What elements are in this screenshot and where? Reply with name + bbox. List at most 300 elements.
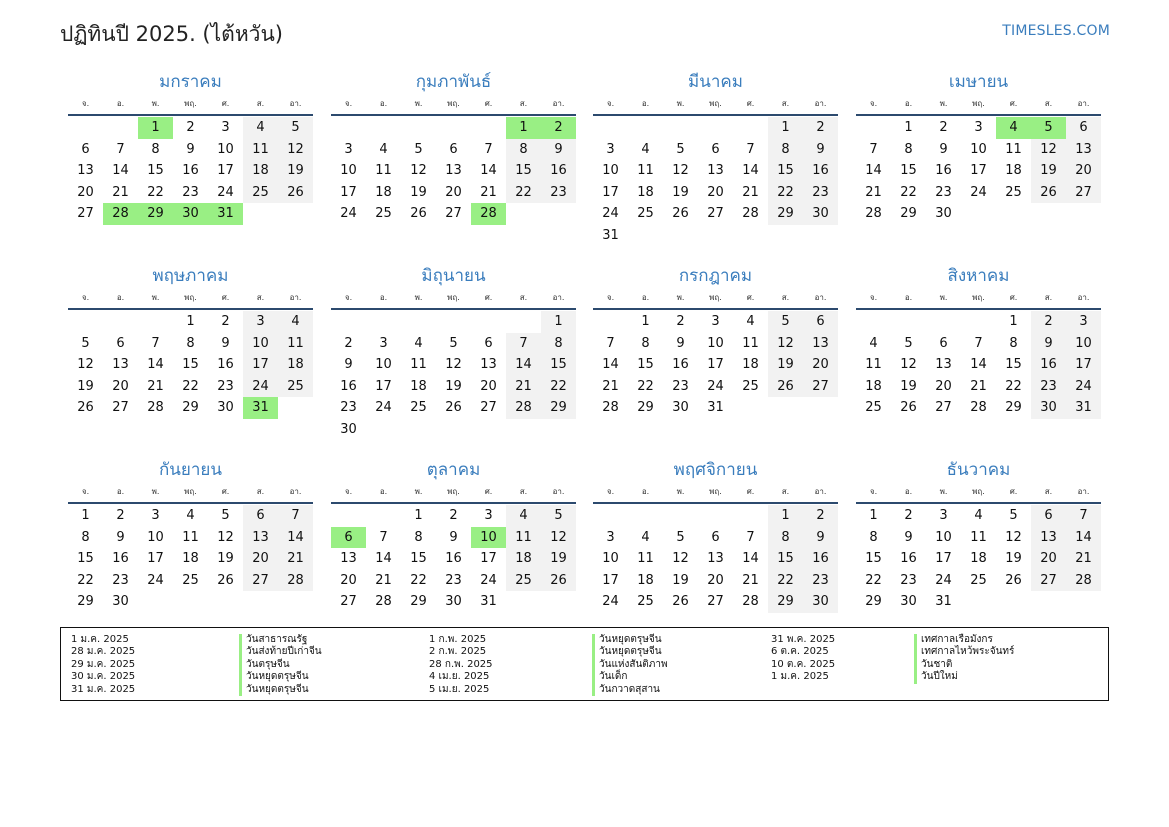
day-cell: 23 <box>541 182 576 204</box>
day-cell: 10 <box>375 357 392 373</box>
day-cell: 18 <box>506 548 541 570</box>
day-cell: 24 <box>707 378 724 394</box>
day-cell: 1 <box>869 508 878 523</box>
day-cell: 19 <box>1005 551 1022 567</box>
day-cell: 27 <box>445 206 462 222</box>
day-cell: 20 <box>445 184 462 200</box>
legend-holiday-name: วันหยุดตรุษจีน <box>239 684 322 696</box>
legend-holiday-name: วันสาธารณรัฐ <box>239 634 322 646</box>
month-title: พฤษภาคม <box>152 266 229 286</box>
day-cell: 29 <box>900 206 917 222</box>
weekday-label: ศ. <box>221 99 230 108</box>
legend-date: 28 ม.ค. 2025 <box>71 646 136 658</box>
day-cell: 28 <box>1066 570 1101 592</box>
legend-date: 1 ก.พ. 2025 <box>429 634 487 645</box>
day-cell: 21 <box>480 184 497 200</box>
day-cell: 20 <box>243 548 278 570</box>
weekday-label: อ. <box>116 99 125 108</box>
weekday-label: ศ. <box>484 99 493 108</box>
weekday-label: จ. <box>869 293 878 302</box>
weekday-label: ศ. <box>746 293 755 302</box>
day-cell: 23 <box>900 572 917 588</box>
day-cell: 14 <box>742 551 759 567</box>
day-cell: 7 <box>116 141 125 157</box>
day-cell: 17 <box>970 163 987 179</box>
day-cell: 2 <box>186 120 195 135</box>
day-cell: 3 <box>974 120 983 135</box>
month-title: สิงหาคม <box>947 266 1010 286</box>
month-calendar <box>68 458 313 634</box>
day-cell: 1 <box>768 505 803 527</box>
day-cell: 13 <box>1066 139 1101 161</box>
day-cell: 12 <box>77 357 94 373</box>
day-cell: 4 <box>278 311 313 333</box>
weekday-header <box>593 94 838 114</box>
day-cell: 6 <box>484 335 493 351</box>
day-cell: 5 <box>904 335 913 351</box>
day-cell: 21 <box>742 572 759 588</box>
legend-date: 10 ต.ค. 2025 <box>771 658 836 670</box>
weekday-label: ศ. <box>221 487 230 496</box>
weekday-label: จ. <box>81 293 90 302</box>
day-cell: 14 <box>742 163 759 179</box>
day-cell: 18 <box>182 551 199 567</box>
day-cell: 5 <box>449 335 458 351</box>
month-title: ตุลาคม <box>426 460 481 480</box>
day-cell: 10 <box>935 529 952 545</box>
weekday-label: ศ. <box>746 487 755 496</box>
day-cell: 4 <box>641 141 650 157</box>
day-cell: 25 <box>506 570 541 592</box>
day-cell: 17 <box>480 551 497 567</box>
day-grid <box>856 310 1101 440</box>
day-cell: 22 <box>182 378 199 394</box>
day-cell: 3 <box>939 508 948 523</box>
day-cell: 6 <box>116 335 125 351</box>
weekday-label: ส. <box>1044 487 1053 496</box>
weekday-label: ศ. <box>221 293 230 302</box>
day-cell: 8 <box>541 333 576 355</box>
day-cell: 24 <box>602 594 619 610</box>
weekday-label: ศ. <box>746 99 755 108</box>
day-cell: 18 <box>865 378 882 394</box>
day-cell: 7 <box>484 141 493 157</box>
day-cell: 28 <box>506 397 541 419</box>
day-cell: 10 <box>970 141 987 157</box>
day-cell: 11 <box>278 333 313 355</box>
legend-date: 31 พ.ค. 2025 <box>771 634 836 645</box>
day-cell: 13 <box>112 357 129 373</box>
day-cell: 29 <box>865 594 882 610</box>
day-cell: 2 <box>344 335 353 351</box>
day-cell: 22 <box>768 570 803 592</box>
day-grid <box>593 504 838 634</box>
day-cell: 6 <box>711 141 720 157</box>
weekday-label: พฤ. <box>184 99 197 108</box>
day-cell: 16 <box>541 160 576 182</box>
day-cell: 9 <box>803 527 838 549</box>
day-cell: 27 <box>480 400 497 416</box>
day-cell: 3 <box>484 508 493 523</box>
day-cell: 30 <box>112 594 129 610</box>
day-cell: 25 <box>970 572 987 588</box>
day-grid <box>68 310 313 440</box>
day-cell: 28 <box>278 570 313 592</box>
day-cell: 12 <box>278 139 313 161</box>
day-cell: 8 <box>869 529 878 545</box>
day-cell: 12 <box>541 527 576 549</box>
day-cell: 26 <box>541 570 576 592</box>
day-cell: 27 <box>707 206 724 222</box>
weekday-label: ส. <box>781 487 790 496</box>
weekday-label: พ. <box>676 293 685 302</box>
weekday-label: จ. <box>81 99 90 108</box>
day-cell: 15 <box>637 357 654 373</box>
weekday-label: พ. <box>939 293 948 302</box>
legend-date: 30 ม.ค. 2025 <box>71 671 136 683</box>
site-brand-link[interactable]: TIMESLES.COM <box>1002 23 1110 39</box>
day-cell: 6 <box>449 141 458 157</box>
day-cell: 13 <box>243 527 278 549</box>
month-calendar <box>331 264 576 440</box>
day-cell: 14 <box>602 357 619 373</box>
day-grid <box>331 116 576 246</box>
legend-name-column <box>239 634 322 696</box>
day-cell: 19 <box>768 354 803 376</box>
day-cell: 18 <box>375 184 392 200</box>
weekday-label: อา. <box>552 487 565 496</box>
day-cell: 19 <box>672 572 689 588</box>
month-calendar <box>593 458 838 634</box>
day-cell: 13 <box>1031 527 1066 549</box>
day-cell: 12 <box>672 163 689 179</box>
day-cell: 9 <box>116 529 125 545</box>
weekday-label: จ. <box>869 99 878 108</box>
weekday-label: อา. <box>814 487 827 496</box>
day-cell: 3 <box>243 311 278 333</box>
day-cell: 31 <box>935 594 952 610</box>
day-cell: 9 <box>939 141 948 157</box>
day-cell: 3 <box>1066 311 1101 333</box>
day-cell: 23 <box>803 570 838 592</box>
day-cell: 4 <box>869 335 878 351</box>
weekday-label: ศ. <box>1009 293 1018 302</box>
weekday-label: พ. <box>414 99 423 108</box>
day-cell: 9 <box>449 529 458 545</box>
day-cell: 22 <box>147 184 164 200</box>
weekday-label: ส. <box>519 487 528 496</box>
day-cell: 29 <box>1005 400 1022 416</box>
day-cell: 22 <box>865 572 882 588</box>
day-cell: 22 <box>637 378 654 394</box>
day-cell: 26 <box>410 206 427 222</box>
day-cell: 6 <box>81 141 90 157</box>
day-cell: 17 <box>147 551 164 567</box>
day-cell: 20 <box>77 184 94 200</box>
day-cell: 12 <box>1031 139 1066 161</box>
day-cell: 7 <box>974 335 983 351</box>
day-cell: 20 <box>340 572 357 588</box>
legend-date: 1 ม.ค. 2025 <box>771 671 829 683</box>
weekday-label: ส. <box>781 293 790 302</box>
weekday-label: ส. <box>1044 99 1053 108</box>
weekday-label: อา. <box>814 99 827 108</box>
legend-date: 31 ม.ค. 2025 <box>71 683 136 695</box>
holiday-day-cell: 28 <box>471 203 506 225</box>
day-cell: 28 <box>602 400 619 416</box>
month-calendar <box>856 458 1101 634</box>
day-cell: 3 <box>606 529 615 545</box>
weekday-label: อา. <box>1077 487 1090 496</box>
weekday-label: จ. <box>606 99 615 108</box>
day-cell: 26 <box>77 400 94 416</box>
day-cell: 24 <box>970 184 987 200</box>
weekday-label: จ. <box>606 293 615 302</box>
day-cell: 15 <box>77 551 94 567</box>
legend-name-column <box>914 634 1014 684</box>
day-cell: 22 <box>541 376 576 398</box>
weekday-label: พ. <box>414 293 423 302</box>
legend-holiday-name: วันชาติ <box>914 659 1014 671</box>
month-calendar <box>331 70 576 246</box>
legend-date: 29 ม.ค. 2025 <box>71 658 136 670</box>
day-cell: 23 <box>935 184 952 200</box>
day-cell: 2 <box>676 314 685 329</box>
weekday-header <box>593 288 838 308</box>
day-cell: 26 <box>278 182 313 204</box>
day-cell: 18 <box>970 551 987 567</box>
day-cell: 30 <box>217 400 234 416</box>
day-cell: 3 <box>344 141 353 157</box>
weekday-label: จ. <box>344 293 353 302</box>
weekday-label: อ. <box>641 487 650 496</box>
day-cell: 30 <box>1031 397 1066 419</box>
day-cell: 25 <box>243 182 278 204</box>
day-cell: 12 <box>217 529 234 545</box>
day-cell: 11 <box>506 527 541 549</box>
day-cell: 24 <box>243 376 278 398</box>
day-cell: 18 <box>278 354 313 376</box>
day-cell: 23 <box>182 184 199 200</box>
day-cell: 28 <box>375 594 392 610</box>
legend-date: 5 เม.ย. 2025 <box>429 683 490 695</box>
day-cell: 1 <box>1009 314 1018 329</box>
legend-date-column <box>429 634 493 696</box>
legend-date: 1 ม.ค. 2025 <box>71 634 129 645</box>
legend-date-column <box>71 634 135 696</box>
holiday-day-cell: 1 <box>138 117 173 139</box>
day-cell: 6 <box>711 529 720 545</box>
day-cell: 12 <box>768 333 803 355</box>
day-cell: 6 <box>1066 117 1101 139</box>
day-cell: 2 <box>803 117 838 139</box>
weekday-label: พ. <box>676 487 685 496</box>
day-cell: 13 <box>803 333 838 355</box>
day-cell: 24 <box>602 206 619 222</box>
weekday-label: อ. <box>379 293 388 302</box>
weekday-label: อ. <box>904 293 913 302</box>
day-cell: 11 <box>182 529 199 545</box>
day-cell: 10 <box>602 551 619 567</box>
legend-holiday-name: เทศกาลไหว้พระจันทร์ <box>914 646 1014 658</box>
day-cell: 16 <box>935 163 952 179</box>
day-cell: 26 <box>1031 182 1066 204</box>
day-cell: 10 <box>602 163 619 179</box>
day-cell: 26 <box>1005 572 1022 588</box>
weekday-header <box>331 288 576 308</box>
day-cell: 15 <box>147 163 164 179</box>
day-cell: 11 <box>742 335 759 351</box>
weekday-label: อา. <box>552 99 565 108</box>
day-cell: 17 <box>375 378 392 394</box>
day-cell: 23 <box>112 572 129 588</box>
day-cell: 25 <box>375 206 392 222</box>
day-cell: 16 <box>803 548 838 570</box>
day-grid <box>593 310 838 440</box>
day-cell: 29 <box>541 397 576 419</box>
month-title: เมษายน <box>948 72 1009 92</box>
legend-date: 2 ก.พ. 2025 <box>429 646 487 658</box>
day-cell: 7 <box>506 333 541 355</box>
weekday-label: ส. <box>781 99 790 108</box>
day-cell: 3 <box>379 335 388 351</box>
weekday-label: อ. <box>379 99 388 108</box>
weekday-label: อา. <box>1077 99 1090 108</box>
weekday-label: ส. <box>1044 293 1053 302</box>
day-cell: 3 <box>711 314 720 329</box>
day-cell: 23 <box>803 182 838 204</box>
month-calendar <box>68 264 313 440</box>
day-cell: 30 <box>900 594 917 610</box>
day-cell: 23 <box>217 378 234 394</box>
day-cell: 17 <box>1066 354 1101 376</box>
day-cell: 10 <box>1066 333 1101 355</box>
day-cell: 12 <box>1005 529 1022 545</box>
day-cell: 21 <box>865 184 882 200</box>
legend-date: 6 ต.ค. 2025 <box>771 646 829 658</box>
holiday-legend <box>60 627 1109 701</box>
weekday-label: อ. <box>379 487 388 496</box>
day-cell: 25 <box>278 376 313 398</box>
holiday-day-cell: 31 <box>243 397 278 419</box>
day-cell: 24 <box>375 400 392 416</box>
day-cell: 11 <box>970 529 987 545</box>
day-cell: 21 <box>602 378 619 394</box>
day-cell: 1 <box>641 314 650 329</box>
day-cell: 22 <box>768 182 803 204</box>
weekday-label: อ. <box>904 487 913 496</box>
day-cell: 21 <box>970 378 987 394</box>
day-cell: 11 <box>865 357 882 373</box>
weekday-label: อา. <box>289 487 302 496</box>
day-cell: 30 <box>803 591 838 613</box>
day-cell: 15 <box>900 163 917 179</box>
day-cell: 30 <box>672 400 689 416</box>
day-cell: 20 <box>112 378 129 394</box>
day-cell: 2 <box>1031 311 1066 333</box>
day-cell: 3 <box>221 120 230 135</box>
day-cell: 8 <box>151 141 160 157</box>
day-cell: 16 <box>900 551 917 567</box>
month-title: มีนาคม <box>688 72 743 92</box>
month-calendar <box>593 264 838 440</box>
day-cell: 24 <box>340 206 357 222</box>
day-cell: 7 <box>606 335 615 351</box>
day-cell: 2 <box>904 508 913 523</box>
day-cell: 27 <box>935 400 952 416</box>
day-cell: 17 <box>340 184 357 200</box>
day-cell: 23 <box>340 400 357 416</box>
day-cell: 5 <box>676 141 685 157</box>
weekday-label: อ. <box>641 99 650 108</box>
day-cell: 16 <box>803 160 838 182</box>
month-title: มกราคม <box>159 72 222 92</box>
holiday-day-cell: 1 <box>506 117 541 139</box>
day-cell: 1 <box>186 314 195 329</box>
month-calendar <box>331 458 576 634</box>
day-cell: 16 <box>182 163 199 179</box>
day-cell: 21 <box>1066 548 1101 570</box>
day-cell: 2 <box>449 508 458 523</box>
day-cell: 27 <box>707 594 724 610</box>
month-calendar <box>593 70 838 246</box>
weekday-label: อ. <box>904 99 913 108</box>
day-cell: 19 <box>541 548 576 570</box>
weekday-label: พ. <box>939 487 948 496</box>
day-cell: 27 <box>803 376 838 398</box>
day-cell: 15 <box>768 160 803 182</box>
day-cell: 19 <box>1031 160 1066 182</box>
day-cell: 15 <box>541 354 576 376</box>
day-cell: 31 <box>480 594 497 610</box>
weekday-label: อา. <box>814 293 827 302</box>
legend-holiday-name: วันหยุดตรุษจีน <box>239 671 322 683</box>
day-cell: 24 <box>217 184 234 200</box>
day-cell: 7 <box>379 529 388 545</box>
day-cell: 20 <box>803 354 838 376</box>
weekday-label: อา. <box>289 293 302 302</box>
day-cell: 7 <box>1066 505 1101 527</box>
day-cell: 18 <box>742 357 759 373</box>
weekday-label: พฤ. <box>447 487 460 496</box>
weekday-label: อ. <box>116 487 125 496</box>
day-cell: 25 <box>182 572 199 588</box>
day-cell: 13 <box>445 163 462 179</box>
weekday-label: ศ. <box>484 487 493 496</box>
day-cell: 4 <box>243 117 278 139</box>
legend-holiday-name: วันแห่งสันติภาพ <box>592 659 668 671</box>
day-cell: 20 <box>707 184 724 200</box>
day-cell: 30 <box>445 594 462 610</box>
day-cell: 24 <box>147 572 164 588</box>
day-cell: 27 <box>1031 570 1066 592</box>
legend-holiday-name: เทศกาลเรือมังกร <box>914 634 1014 646</box>
weekday-header <box>68 288 313 308</box>
day-cell: 2 <box>221 314 230 329</box>
day-cell: 8 <box>81 529 90 545</box>
holiday-day-cell: 29 <box>138 203 173 225</box>
day-grid <box>68 504 313 634</box>
month-calendar <box>856 70 1101 246</box>
weekday-header <box>331 482 576 502</box>
weekday-label: ศ. <box>1009 487 1018 496</box>
day-cell: 24 <box>1066 376 1101 398</box>
day-cell: 12 <box>900 357 917 373</box>
day-cell: 30 <box>803 203 838 225</box>
day-cell: 9 <box>904 529 913 545</box>
weekday-header <box>856 288 1101 308</box>
weekday-label: จ. <box>344 99 353 108</box>
